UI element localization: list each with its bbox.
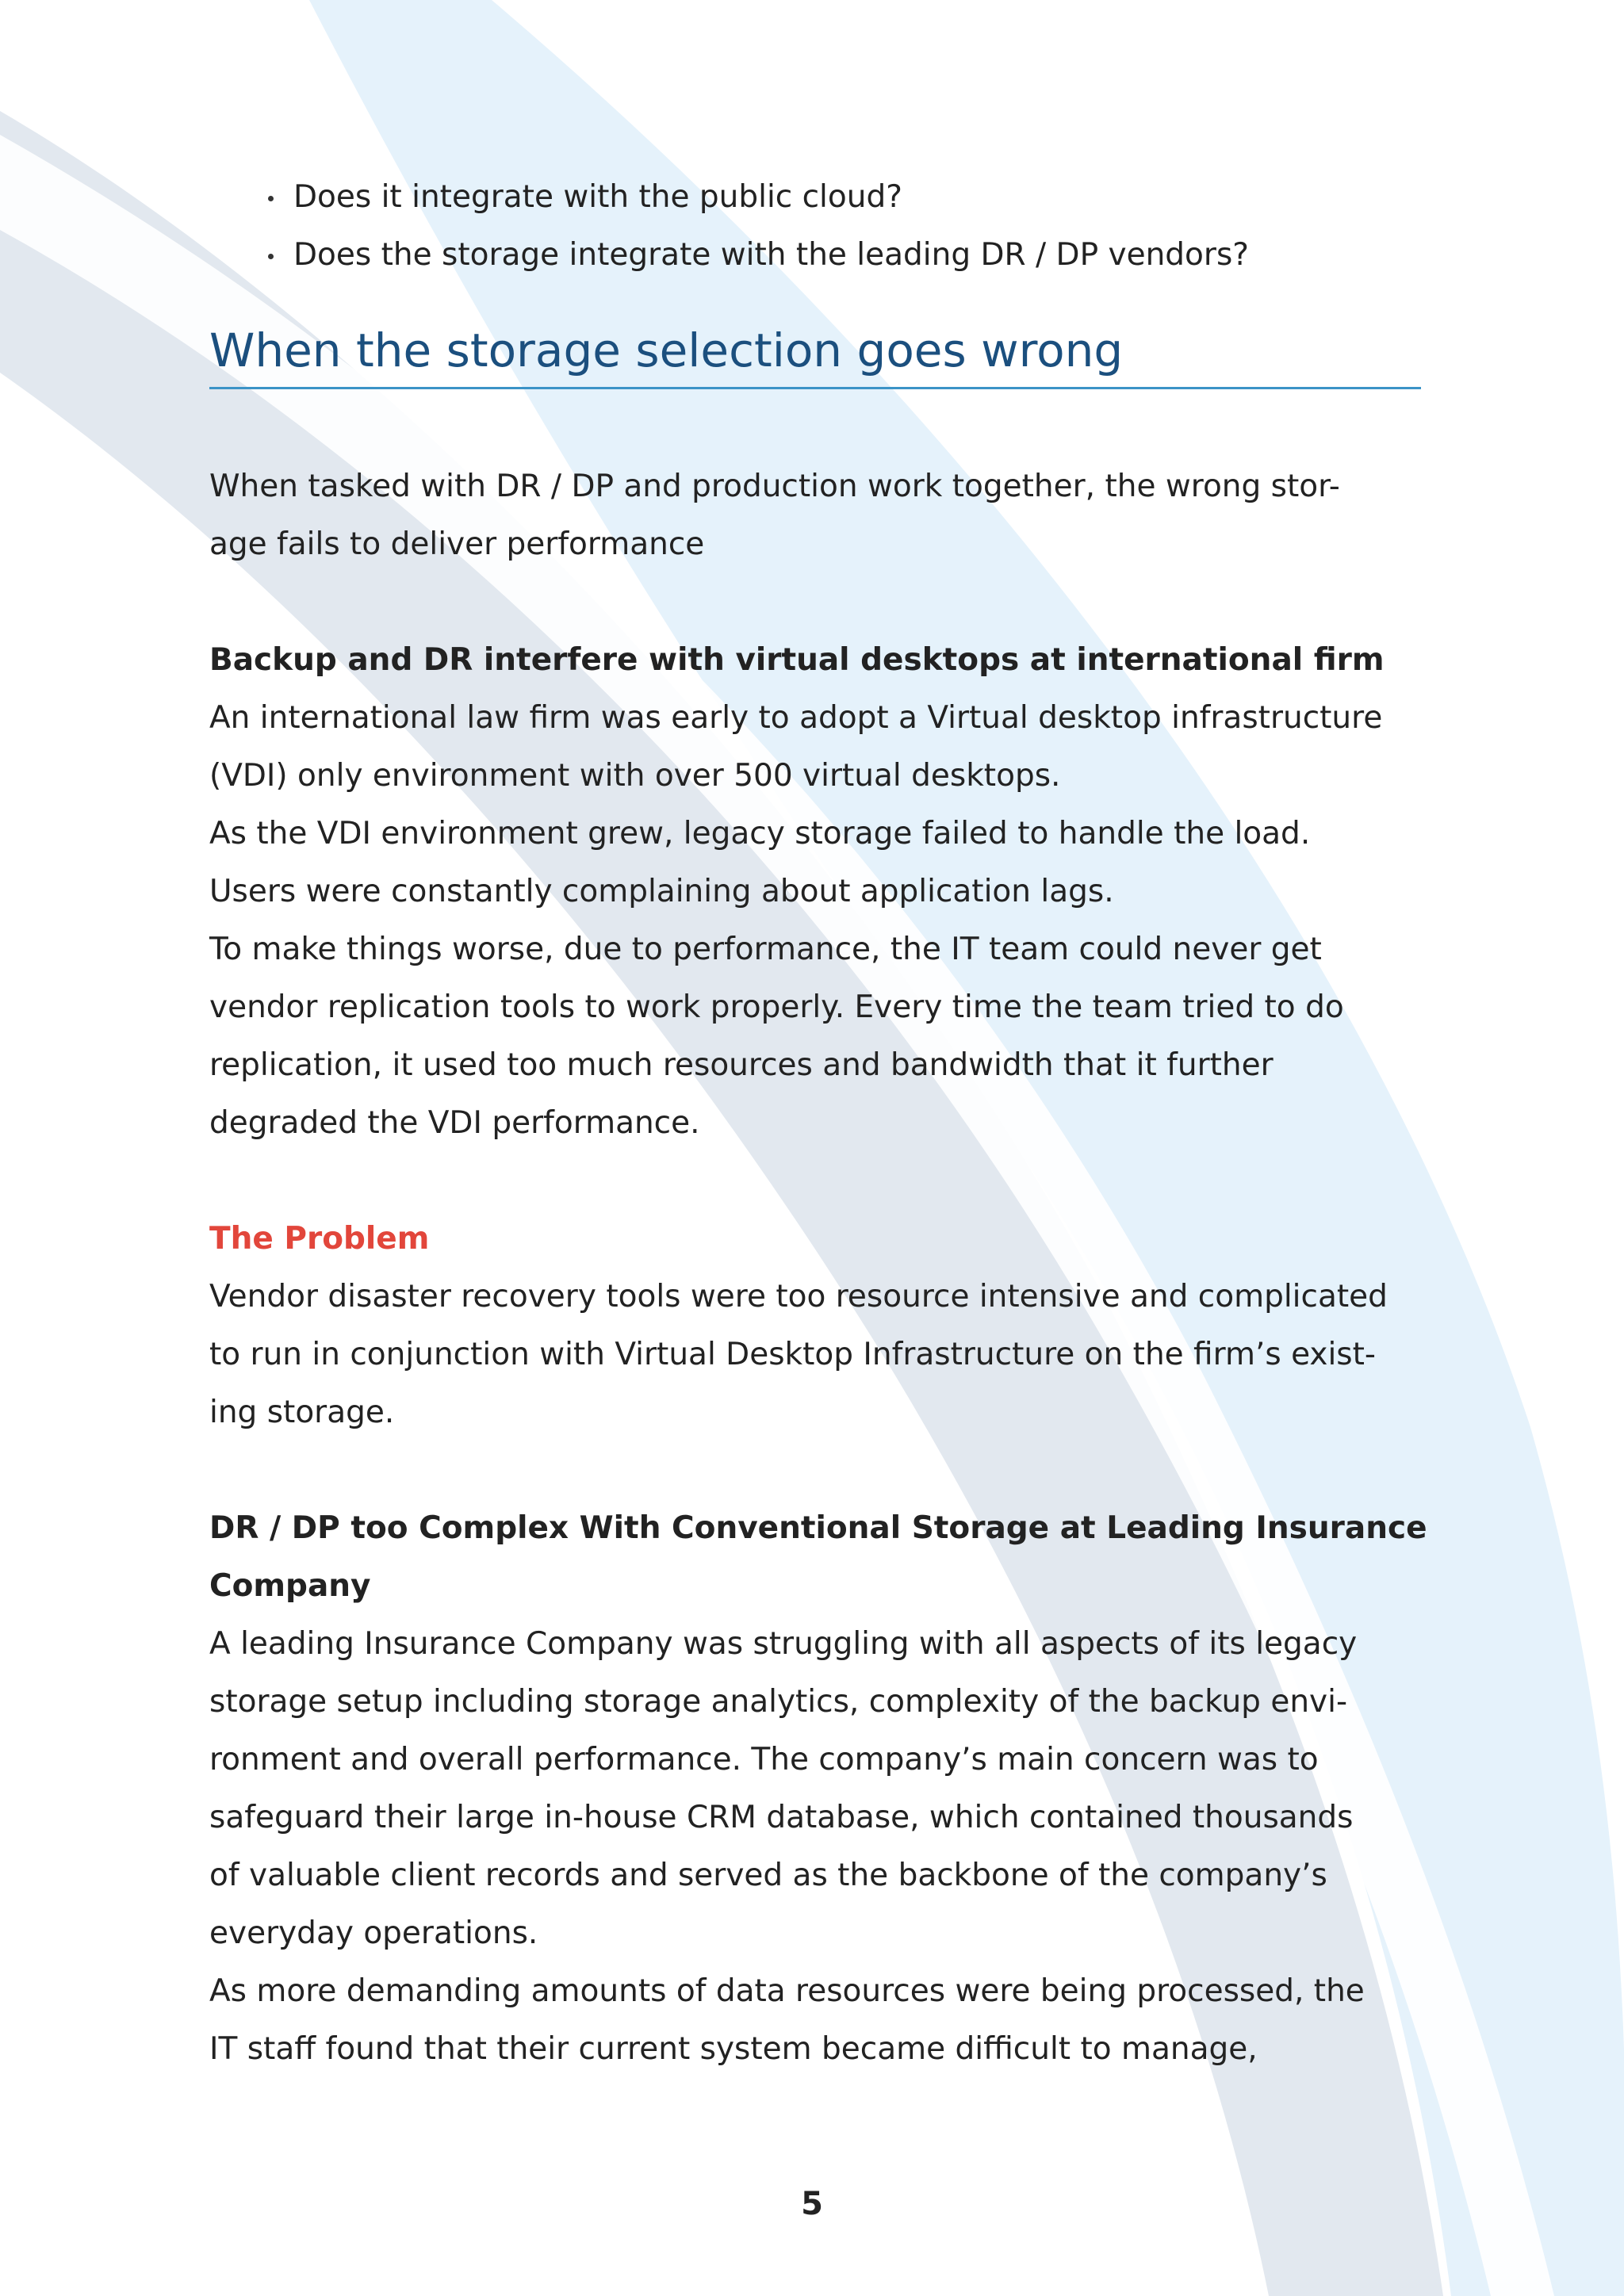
problem-line: Vendor disaster recovery tools were too resource intensive and complicated (209, 1279, 1388, 1314)
case2-line: storage setup including storage analytics, complexity of the backup envi- (209, 1684, 1348, 1720)
case2-line: As more demanding amounts of data resources were being processed, the (209, 1973, 1365, 2009)
bullet-item: Does the storage integrate with the leading DR / DP vendors? (262, 226, 1249, 284)
main-content (209, 457, 1431, 2078)
case2-line: of valuable client records and served as the backbone of the company’s (209, 1858, 1327, 1893)
case2-line: ronment and overall performance. The company’s main concern was to (209, 1742, 1319, 1777)
case1-line: As the VDI environment grew, legacy storage failed to handle the load. (209, 816, 1311, 851)
case2-heading: Company (209, 1568, 371, 1604)
case1-heading: Backup and DR interfere with virtual desktops at international firm (209, 642, 1385, 678)
case2-line: A leading Insurance Company was struggling with all aspects of its legacy (209, 1626, 1358, 1662)
case1-line: To make things worse, due to performance, the IT team could never get (209, 932, 1322, 967)
section-title: When the storage selection goes wrong (209, 319, 1421, 389)
case1-line: vendor replication tools to work properly. Every time the team tried to do (209, 989, 1344, 1025)
case1-line: An international law firm was early to adopt a Virtual desktop infrastructure (209, 700, 1383, 736)
case1-line: (VDI) only environment with over 500 virtual desktops. (209, 758, 1061, 794)
problem-line: ing storage. (209, 1395, 395, 1430)
intro-line: When tasked with DR / DP and production work together, the wrong stor- (209, 469, 1340, 504)
intro-line: age fails to deliver performance (209, 526, 705, 562)
case1-line: Users were constantly complaining about application lags. (209, 874, 1114, 909)
case2-line: safeguard their large in-house CRM database, which contained thousands (209, 1800, 1354, 1835)
bullet-list (262, 168, 1249, 284)
case1-line: degraded the VDI performance. (209, 1105, 700, 1141)
case2-line: IT staff found that their current system became difficult to manage, (209, 2031, 1258, 2067)
case1-line: replication, it used too much resources and bandwidth that it further (209, 1047, 1274, 1083)
problem-line: to run in conjunction with Virtual Desktop Infrastructure on the firm’s exist- (209, 1337, 1376, 1372)
spacer (209, 1152, 1431, 1210)
problem-heading: The Problem (209, 1221, 430, 1257)
case2-line: everyday operations. (209, 1915, 538, 1951)
spacer (209, 1441, 1431, 1499)
page-number: 5 (801, 2186, 823, 2222)
bullet-item: Does it integrate with the public cloud? (262, 168, 1249, 226)
spacer (209, 573, 1431, 631)
case2-heading: DR / DP too Complex With Conventional Storage at Leading Insurance (209, 1510, 1427, 1546)
